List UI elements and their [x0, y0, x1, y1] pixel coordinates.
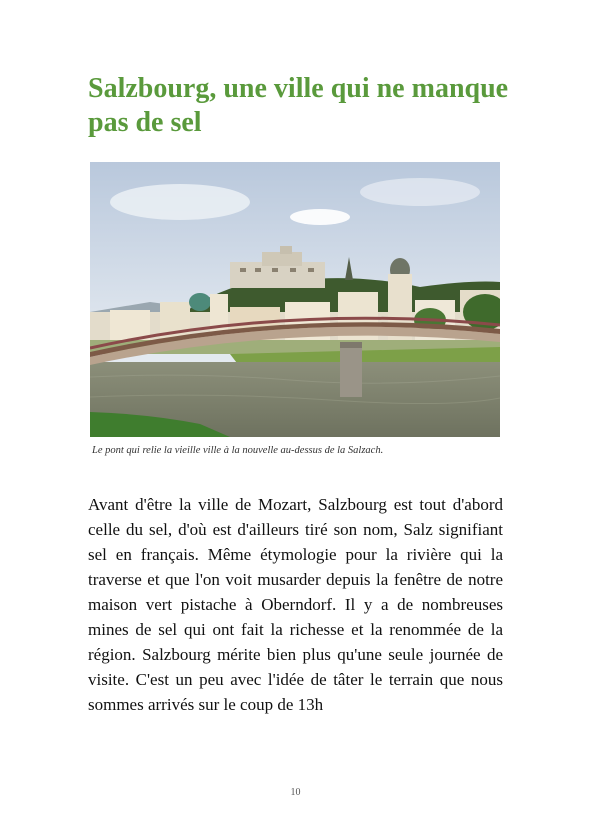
- salzburg-photo: [90, 162, 500, 437]
- page-title: Salzbourg, une ville qui ne manque pas de sel: [88, 73, 509, 138]
- body-paragraph: Avant d'être la ville de Mozart, Salzbourg est tout d'abord celle du sel, d'où est d'ailleurs tiré son nom, Salz signifiant sel en français. Même étymologie pour la rivière qui la traverse et que l'on voit musarder depuis la fenêtre de notre maison vert pistache à Oberndorf. Il y a de nombreuses mines de sel qui ont fait la richesse et la renommée de la région. Salzbourg mérite bien plus qu'une seule journée de visite. C'est un peu avec l'idée de tâter le terrain que nous sommes arrivés sur le coup de 13h: [88, 495, 503, 714]
- page-number: 10: [290, 787, 301, 798]
- figure-caption: Le pont qui relie la vieille ville à la nouvelle au-dessus de la Salzach.: [92, 445, 384, 456]
